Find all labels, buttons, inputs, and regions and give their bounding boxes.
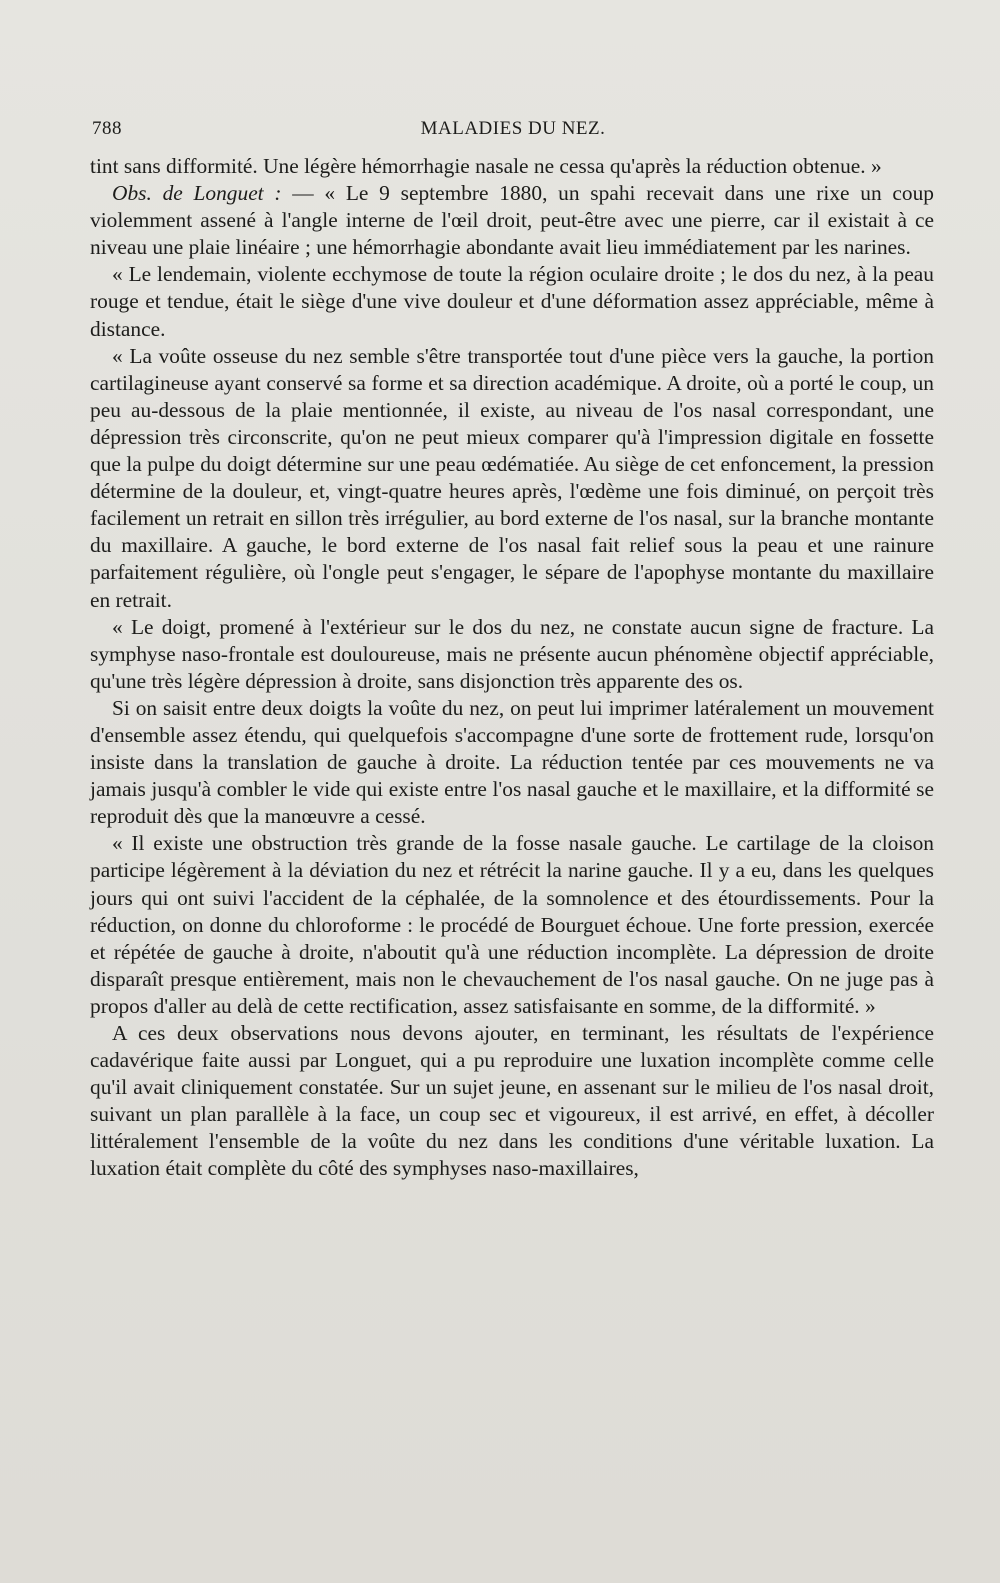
- paragraph: A ces deux observations nous devons ajouter, en terminant, les résultats de l'expérience cadavérique faite aussi par Longuet, qui a pu reproduire une luxation incomplète comme celle qu'il avait cliniquement constatée. Sur un sujet jeune, en assenant sur le milieu de l'os nasal droit, suivant un plan parallèle à la face, un coup sec et vigoureux, il est arrivé, en effet, à décoller littéralement l'ensemble de la voûte du nez dans les conditions d'une véritable luxation. La luxation était complète du côté des symphyses naso-maxillaires,: [90, 1021, 934, 1181]
- paragraph: « Le doigt, promené à l'extérieur sur le dos du nez, ne constate aucun signe de fracture. La symphyse naso-frontale est douloureuse, mais ne présente aucun phénomène objectif appréciable, qu'une très légère dépression à droite, sans disjonction très apparente des os.: [90, 614, 934, 693]
- paragraph: « Le lendemain, violente ecchymose de toute la région oculaire droite ; le dos du nez, à la peau rouge et tendue, était le siège d'une vive douleur et d'une déformation assez appréciable, même à distance.: [90, 262, 934, 341]
- paragraph: Si on saisit entre deux doigts la voûte du nez, on peut lui imprimer latéralement un mouvement d'ensemble assez étendu, qui quelquefois s'accompagne d'une sorte de frottement rude, lorsqu'on insiste dans la translation de gauche à droite. La réduction tentée par ces mouvements ne va jamais jusqu'à combler le vide qui existe entre l'os nasal gauche et le maxillaire, et la difformité se reproduit dès que la manœuvre a cessé.: [90, 695, 934, 829]
- paragraph-observation-longuet: Obs. de Longuet : — « Le 9 septembre 1880, un spahi recevait dans une rixe un coup violemment assené à l'angle interne de l'œil droit, peut-être avec une pierre, car il existait à ce niveau une plaie linéaire ; une hémorrhagie abondante avait lieu immédiatement par les narines.: [90, 181, 934, 260]
- paragraph: « La voûte osseuse du nez semble s'être transportée tout d'une pièce vers la gauche, la portion cartilagineuse ayant conservé sa forme et sa direction académique. A droite, où a porté le coup, un peu au-dessous de la plaie mentionnée, il existe, au niveau de l'os nasal correspondant, une dépression très circonscrite, qu'on ne peut mieux comparer qu'à l'impression digitale en fossette que la pulpe du doigt détermine sur une peau œdématiée. Au siège de cet enfoncement, la pression détermine de la douleur, et, vingt-quatre heures après, l'œdème une fois diminué, on perçoit très facilement un retrait en sillon très irrégulier, au bord externe de l'os nasal, sur la branche montante du maxillaire. A gauche, le bord externe de l'os nasal fait relief sous la peau et une rainure parfaitement régulière, où l'ongle peut s'engager, le sépare de l'apophyse montante du maxillaire en retrait.: [90, 343, 934, 612]
- paragraph: « Il existe une obstruction très grande de la fosse nasale gauche. Le cartilage de la cloison participe légèrement à la déviation du nez et rétrécit la narine gauche. Il y a eu, dans les quelques jours qui ont suivi l'accident de la céphalée, de la somnolence et des étourdissements. Pour la réduction, on donne du chloroforme : le procédé de Bourguet échoue. Une forte pression, exercée et répétée de gauche à droite, n'aboutit qu'à une réduction incomplète. La dépression de droite disparaît presque entièrement, mais non le chevauchement de l'os nasal gauche. On ne juge pas à propos d'aller au delà de cette rectification, assez satisfaisante en somme, de la difformité. »: [90, 831, 934, 1018]
- page-number: 788: [92, 118, 122, 139]
- page-header: [92, 118, 934, 148]
- paragraph: tint sans difformité. Une légère hémorrhagie nasale ne cessa qu'après la réduction obtenue. »: [90, 154, 882, 178]
- observation-label: Obs. de Longuet :: [112, 181, 282, 206]
- body-text: [90, 153, 934, 1183]
- running-title: MALADIES DU NEZ.: [420, 118, 606, 139]
